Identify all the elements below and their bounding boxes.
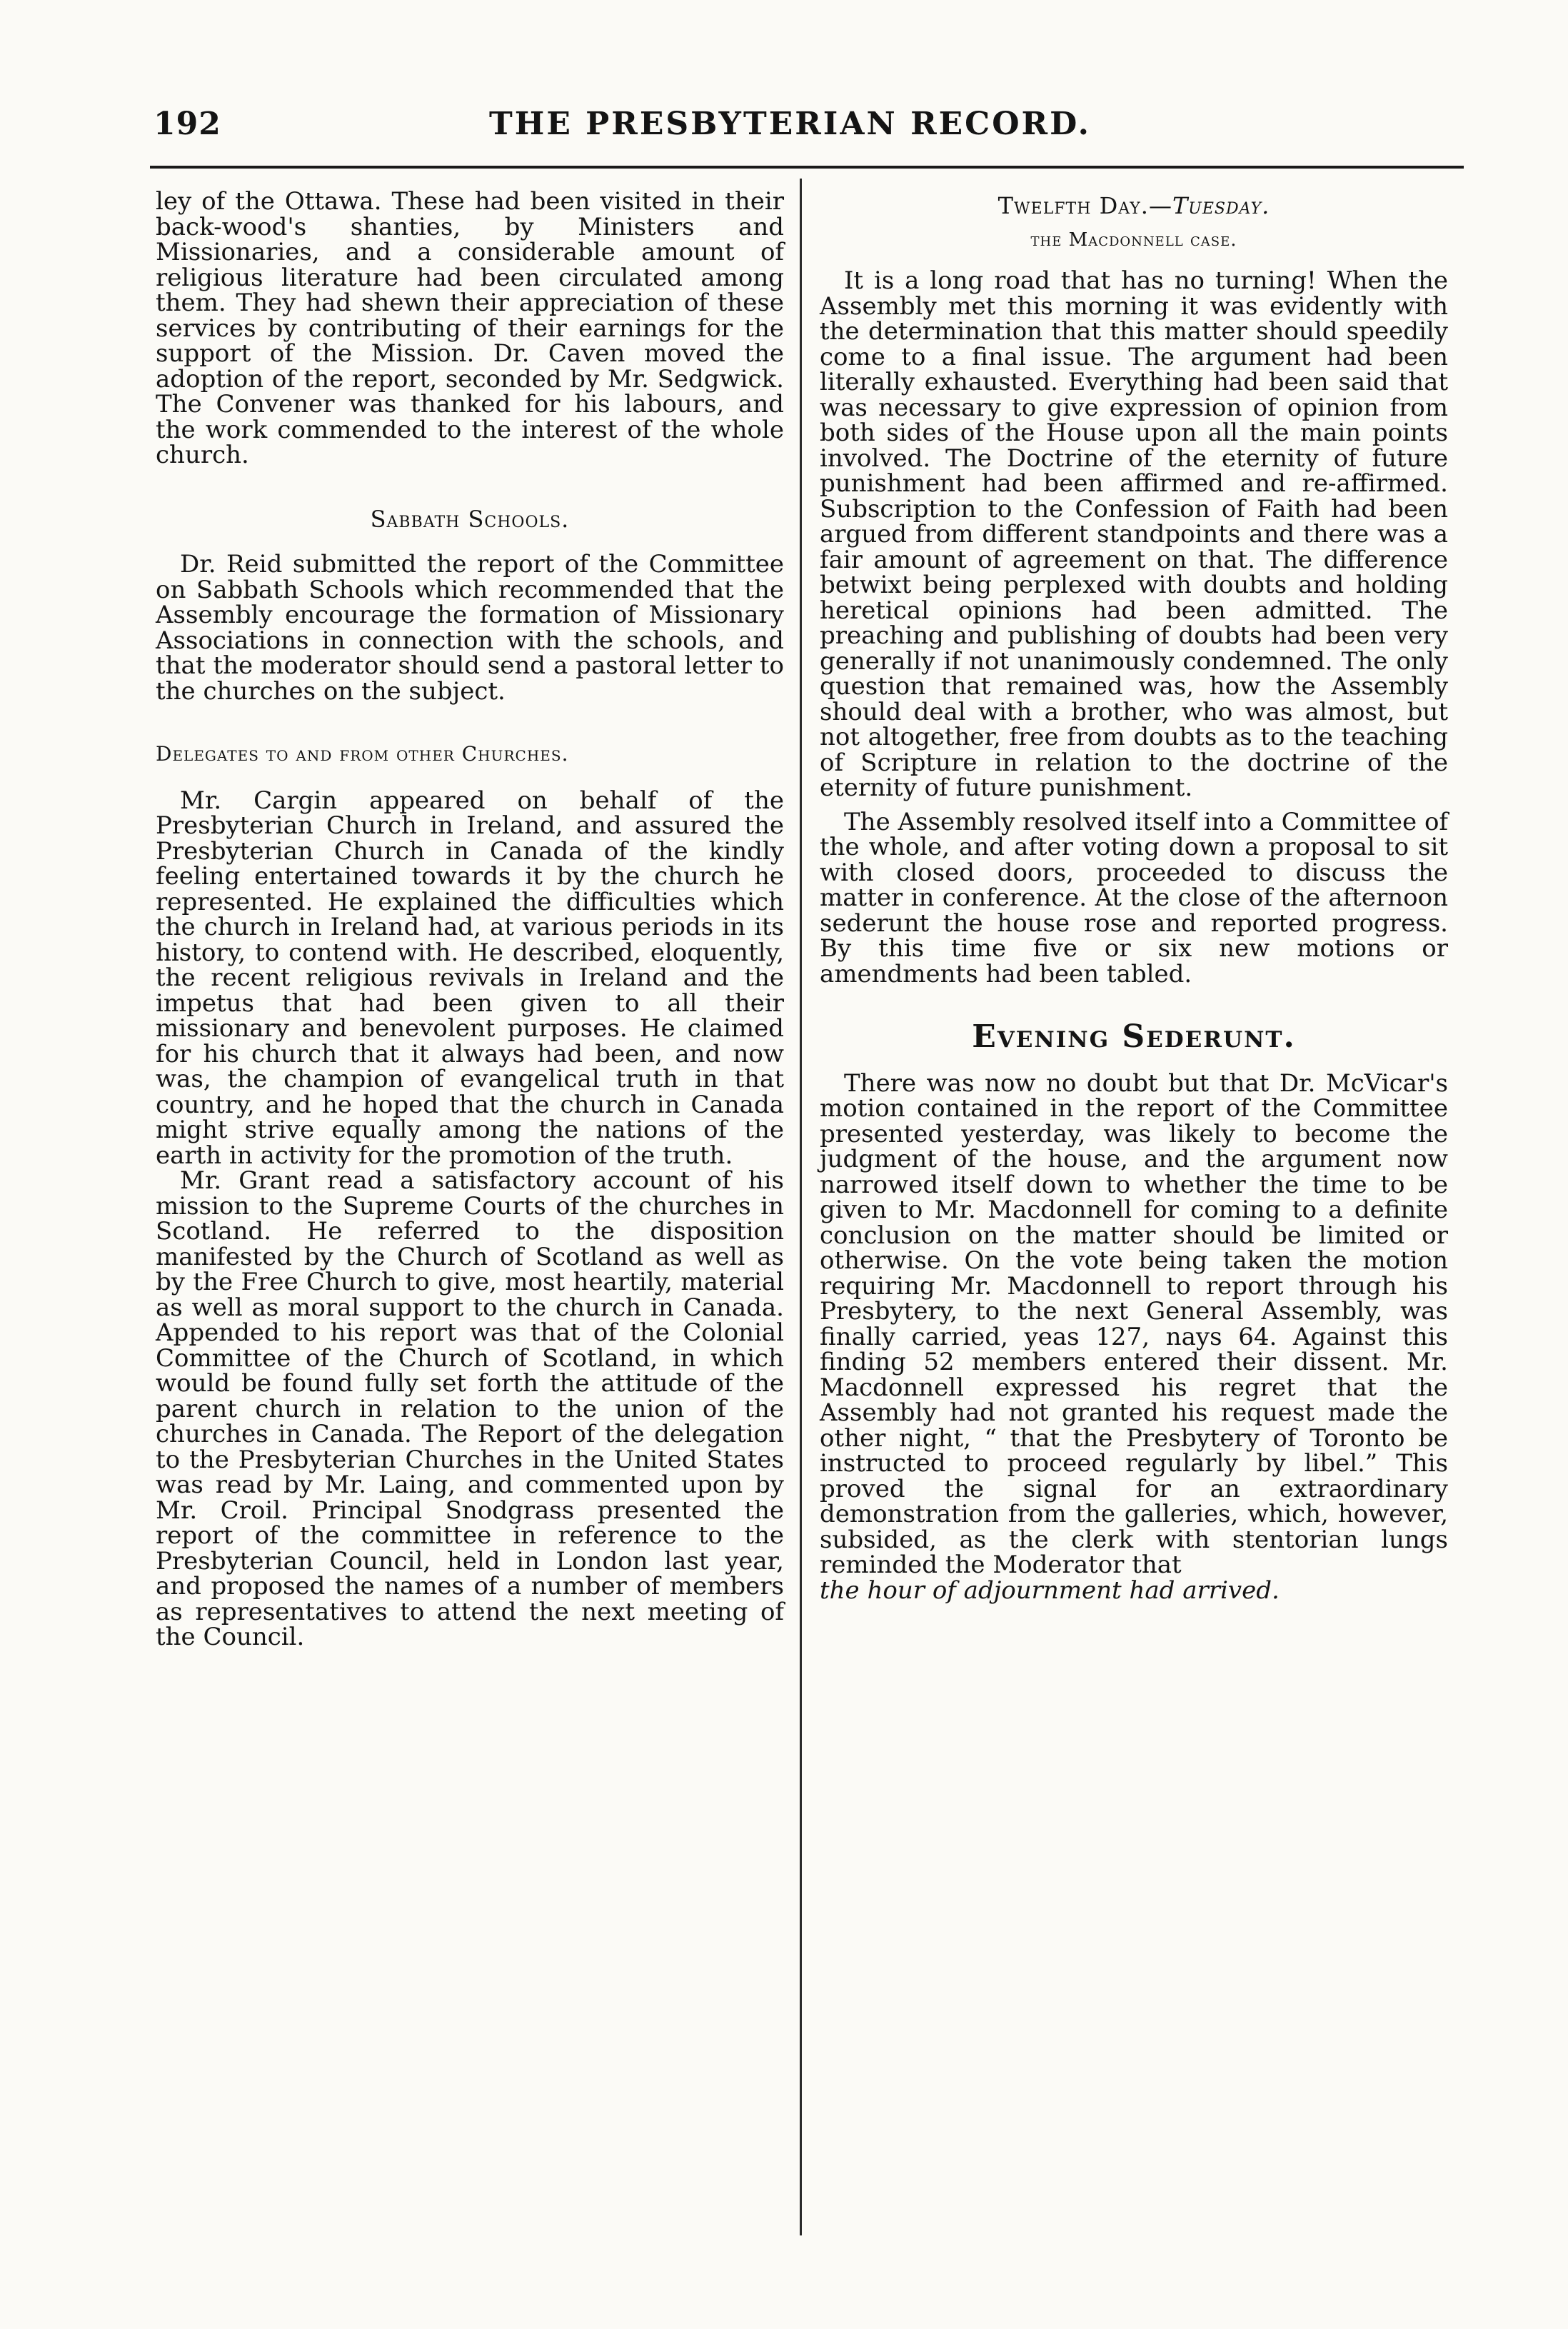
- twelfth-day-weekday: Tuesday.: [1172, 192, 1270, 219]
- twelfth-day-label: Twelfth Day.—: [997, 192, 1172, 219]
- delegates-heading: Delegates to and from other Churches.: [156, 742, 569, 766]
- grant-paragraph: Mr. Grant read a satisfactory account of his mission to the Supreme Courts of the churches in Scotland. He referred to the disposition manifested by the Church of Scotland as well as by the Free Church to give, most heartily, material as well as moral support to the church in Canada. Appended to his report was that of the Colonial Committee of the Church of Scotland, in which would be found fully set forth the attitude of the parent church in relation to the union of the churches in Canada. The Report of the delegation to the Presbyterian Churches in the United States was read by Mr. Laing, and commented upon by Mr. Croil. Principal Snodgrass presented the report of the committee in reference to the Presbyterian Council, held in London last year, and proposed the names of a number of members as representatives to attend the next meeting of the Council.: [156, 1166, 784, 1651]
- macdonnell-case-heading: the Macdonnell case.: [1030, 229, 1237, 251]
- column-divider: [800, 179, 802, 2235]
- cargin-paragraph: Mr. Cargin appeared on behalf of the Presbyterian Church in Ireland, and assured the Presbyterian Church in Canada of the kindly feeling entertained towards it by the church he represented. He explained the difficulties which the church in Ireland had, at various periods in its history, to contend with. He described, eloquently, the recent religious revivals in Ireland and the impetus that had been given to all their missionary and benevolent purposes. He claimed for his church that it always had been, and now was, the champion of evangelical truth in that country, and he hoped that the church in Canada might strive equally among the nations of the earth in activity for the promotion of the truth.: [156, 786, 784, 1170]
- page-number: 192: [154, 106, 221, 142]
- header-rule: [150, 166, 1464, 169]
- running-title: THE PRESBYTERIAN RECORD.: [489, 106, 1091, 142]
- sabbath-schools-paragraph: Dr. Reid submitted the report of the Committee on Sabbath Schools which recommended that the Assembly encourage the formation of Missionary Associations in connection with the schools, and that the moderator should send a pastoral letter to the churches on the subject.: [156, 550, 784, 706]
- right-column: [820, 189, 1448, 1603]
- twelfth-day-heading: [820, 194, 1448, 219]
- sabbath-schools-heading: Sabbath Schools.: [370, 505, 570, 533]
- long-road-paragraph: It is a long road that has no turning! When the Assembly met this morning it was evidently with the determination that this matter should speedily come to a final issue. The argument had been literally exhausted. Everything had been said that was necessary to give expression of opinion from both sides of the House upon all the main points involved. The Doctrine of the eternity of future punishment had been affirmed and re-affirmed. Subscription to the Confession of Faith had been argued from different standpoints and there was a fair amount of agreement on that. The difference betwixt being perplexed with doubts and holding heretical opinions had been admitted. The preaching and publishing of doubts had been very generally if not unanimously condemned. The only question that remained was, how the Assembly should deal with a brother, who was almost, but not altogether, free from doubts as to the teaching of Scripture in relation to the doctrine of the eternity of future punishment.: [820, 266, 1448, 802]
- left-column: [156, 189, 784, 1651]
- page-header: [154, 106, 1460, 156]
- evening-paragraph: There was now no doubt but that Dr. McVicar's motion contained in the report of the Committee presented yesterday, was likely to become the judgment of the house, and the argument now narrowed itself down to whether the time to be given to Mr. Macdonnell for coming to a definite conclusion on the matter should be limited or otherwise. On the vote being taken the motion requiring Mr. Macdonnell to report through his Presbytery, to the next General Assembly, was finally carried, yeas 127, nays 64. Against this finding 52 members entered their dissent. Mr. Macdonnell expressed his regret that the Assembly had not granted his request made the other night, “ that the Presbytery of Toronto be instructed to proceed regularly by libel.” This proved the signal for an extraordinary demonstration from the galleries, which, however, subsided, as the clerk with stentorian lungs reminded the Moderator that: [820, 1068, 1448, 1579]
- evening-closing-line: the hour of adjournment had arrived.: [820, 1576, 1280, 1605]
- evening-sederunt-heading: Evening Sederunt.: [972, 1018, 1296, 1055]
- committee-paragraph: The Assembly resolved itself into a Committee of the whole, and after voting down a proposal to sit with closed doors, proceeded to discuss the matter in conference. At the close of the afternoon sederunt the house rose and reported progress. By this time five or six new motions or amendments had been tabled.: [820, 807, 1448, 988]
- continuation-paragraph: ley of the Ottawa. These had been visited in their back-wood's shanties, by Ministers and Missionaries, and a considerable amount of religious literature had been circulated among them. They had shewn their appreciation of these services by contributing of their earnings for the support of the Mission. Dr. Caven moved the adoption of the report, seconded by Mr. Sedgwick. The Convener was thanked for his labours, and the work commended to the interest of the whole church.: [156, 187, 784, 469]
